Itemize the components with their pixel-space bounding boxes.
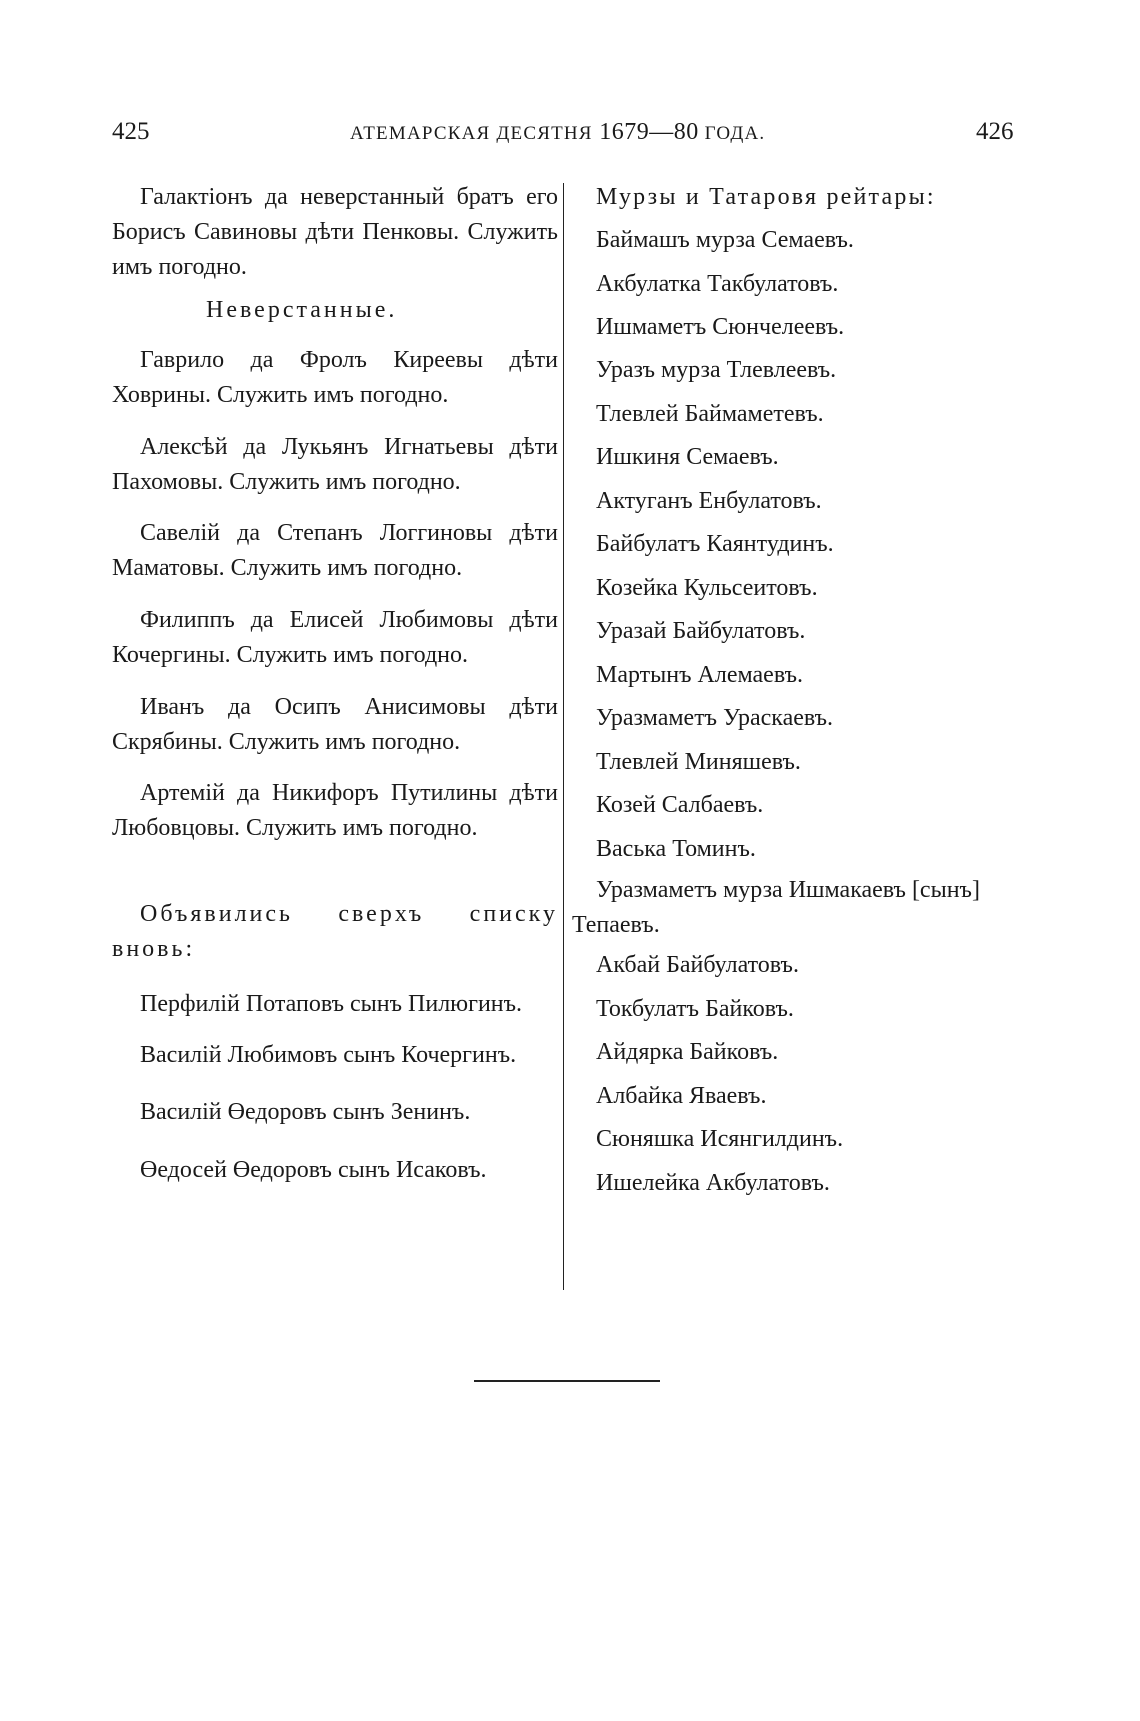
heading-new-line-2: вновь:	[112, 936, 196, 962]
intro-paragraph: Галактіонъ да неверстанный братъ его Борисъ Савиновы дѣти Пенковы. Служить имъ погодно.	[112, 184, 558, 280]
name-item: Акбулатка Такбулатовъ.	[596, 271, 839, 297]
name-item: Актуганъ Енбулатовъ.	[596, 488, 822, 514]
entry-paragraph: Гаврило да Фролъ Киреевы дѣти Ховрины. Служить имъ погодно.	[112, 347, 558, 408]
heading-murzas: Мурзы и Татаровя рейтары:	[596, 184, 936, 210]
name-item: Тлевлей Миняшевъ.	[596, 749, 801, 775]
heading-new-line-1: Объявились сверхъ списку	[140, 901, 558, 927]
heading-new-arrivals	[112, 897, 558, 967]
running-head-end: ГОДА.	[698, 123, 766, 144]
name-item: Уразъ мурза Тлевлеевъ.	[596, 357, 837, 383]
name-item: Уразмаметъ Ураскаевъ.	[596, 705, 834, 731]
name-item: Сюняшка Исянгилдинъ.	[596, 1126, 844, 1152]
closing-rule	[474, 1380, 660, 1382]
new-name-item: Василій Өедоровъ сынъ Зенинъ.	[140, 1099, 471, 1125]
name-item: Козейка Кульсеитовъ.	[596, 575, 818, 601]
name-item: Токбулатъ Байковъ.	[596, 996, 794, 1022]
heading-unassigned: Неверстанные.	[206, 297, 398, 323]
name-item: Ишелейка Акбулатовъ.	[596, 1170, 830, 1196]
column-divider	[563, 183, 564, 1290]
entry-paragraph: Савелій да Степанъ Логгиновы дѣти Маматовы. Служить имъ погодно.	[112, 520, 558, 581]
wrapped-name-entry	[572, 873, 1016, 943]
name-item: Ишмаметъ Сюнчелеевъ.	[596, 314, 845, 340]
new-name-item: Василій Любимовъ сынъ Кочергинъ.	[140, 1042, 517, 1068]
name-item: Уразай Байбулатовъ.	[596, 618, 806, 644]
name-item: Ишкиня Семаевъ.	[596, 444, 779, 470]
name-item: Албайка Яваевъ.	[596, 1083, 767, 1109]
entry-paragraph: Артемій да Никифоръ Путилины дѣти Любовцовы. Служить имъ погодно.	[112, 780, 558, 841]
page-number-right: 426	[976, 118, 1014, 145]
running-head-title: АТЕМАРСКАЯ ДЕСЯТНЯ	[350, 123, 593, 144]
entry-paragraph: Иванъ да Осипъ Анисимовы дѣти Скрябины. Служить имъ погодно.	[112, 694, 558, 755]
name-item: Козей Салбаевъ.	[596, 792, 764, 818]
running-head-years: 1679—80	[592, 119, 699, 145]
name-item: Байбулатъ Каянтудинъ.	[596, 531, 834, 557]
entry-paragraph: Филиппъ да Елисей Любимовы дѣти Кочергины. Служить имъ погодно.	[112, 607, 558, 668]
name-item: Мартынъ Алемаевъ.	[596, 662, 803, 688]
name-item: Акбай Байбулатовъ.	[596, 952, 799, 978]
running-head	[350, 119, 765, 146]
name-item: Айдярка Байковъ.	[596, 1039, 779, 1065]
name-item: Васька Томинъ.	[596, 836, 756, 862]
page-number-left: 425	[112, 118, 150, 145]
name-item: Баймашъ мурза Семаевъ.	[596, 227, 854, 253]
wrapped-name-line-2: Тепаевъ.	[572, 912, 660, 938]
new-name-item: Өедосей Өедоровъ сынъ Исаковъ.	[140, 1157, 487, 1183]
new-name-item: Перфилій Потаповъ сынъ Пилюгинъ.	[140, 991, 523, 1017]
wrapped-name-line-1: Уразмаметъ мурза Ишмакаевъ [сынъ]	[596, 877, 980, 903]
entry-paragraph: Алексѣй да Лукьянъ Игнатьевы дѣти Пахомовы. Служить имъ погодно.	[112, 434, 558, 495]
name-item: Тлевлей Баймаметевъ.	[596, 401, 824, 427]
